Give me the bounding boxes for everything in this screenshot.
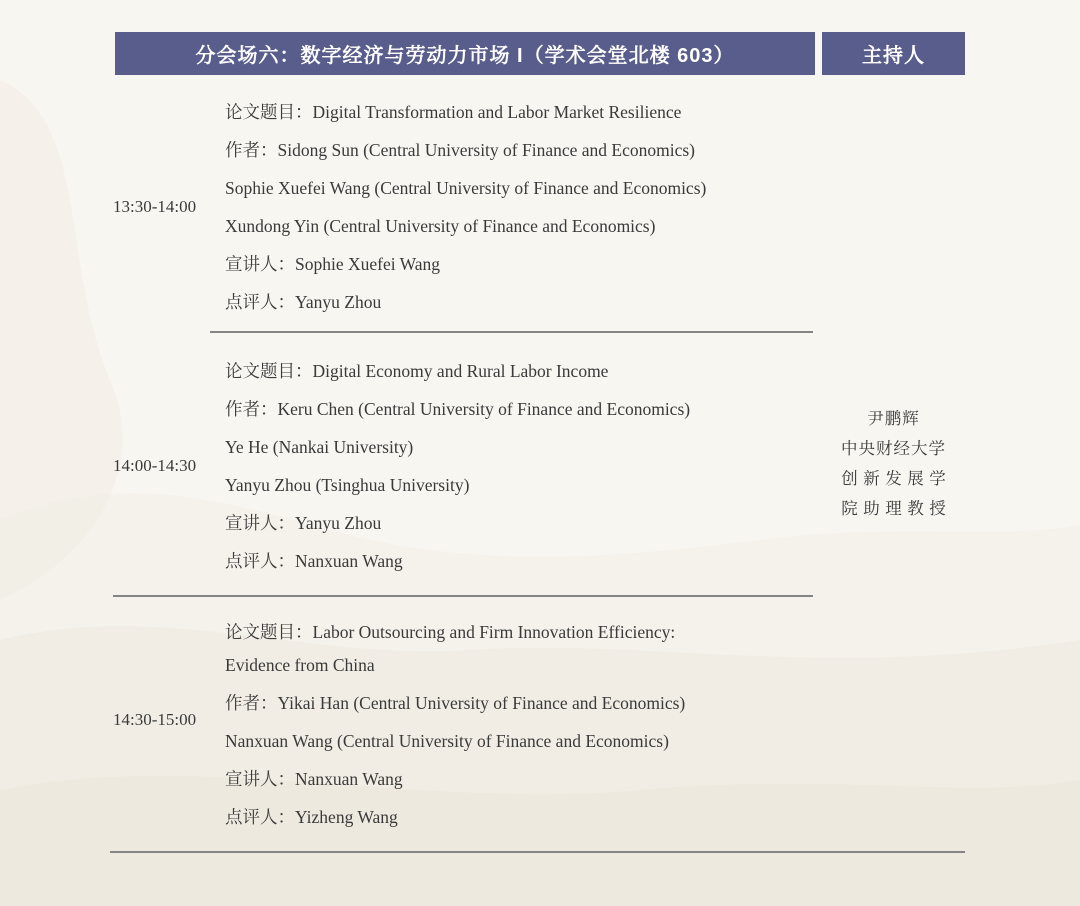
chair-affiliation-line: 创新发展学 bbox=[841, 469, 952, 488]
presenter-line: 宣讲人：Yanyu Zhou bbox=[225, 513, 382, 533]
chair-affiliation-line: 院助理教授 bbox=[841, 499, 952, 518]
paper-title-continuation-line: Evidence from China bbox=[225, 655, 375, 675]
author-continuation-line: Nanxuan Wang (Central University of Finance and Economics) bbox=[225, 731, 669, 751]
time-label-session-2: 14:00-14:30 bbox=[113, 456, 197, 475]
time-label-session-1: 13:30-14:00 bbox=[113, 197, 197, 216]
chair-column-label: 主持人 bbox=[862, 45, 925, 67]
discussant-line: 点评人：Yanyu Zhou bbox=[225, 292, 382, 312]
session-title: 分会场六：数字经济与劳动力市场 I（学术会堂北楼 603） bbox=[195, 45, 735, 67]
table-bottom-divider bbox=[110, 851, 965, 853]
author-continuation-line: Ye He (Nankai University) bbox=[225, 437, 414, 457]
discussant-line: 点评人：Yizheng Wang bbox=[225, 807, 398, 827]
author-continuation-line: Sophie Xuefei Wang (Central University of Finance and Economics) bbox=[225, 178, 707, 198]
author-continuation-line: Yanyu Zhou (Tsinghua University) bbox=[225, 475, 470, 495]
authors-line: 作者：Sidong Sun (Central University of Finance and Economics) bbox=[225, 140, 695, 160]
paper-title-line: 论文题目：Digital Transformation and Labor Market Resilience bbox=[225, 102, 682, 122]
session-header-bar bbox=[115, 32, 815, 75]
session-block-2 bbox=[225, 359, 825, 587]
presenter-line: 宣讲人：Nanxuan Wang bbox=[225, 769, 403, 789]
author-continuation-line: Xundong Yin (Central University of Finance and Economics) bbox=[225, 216, 656, 236]
chair-name: 尹鹏辉 bbox=[867, 409, 920, 428]
time-label-session-3: 14:30-15:00 bbox=[113, 710, 197, 729]
paper-title-line: 论文题目：Digital Economy and Rural Labor Income bbox=[225, 361, 609, 381]
presenter-line: 宣讲人：Sophie Xuefei Wang bbox=[225, 254, 441, 274]
authors-line: 作者：Yikai Han (Central University of Finance and Economics) bbox=[225, 693, 686, 713]
paper-title-line: 论文题目：Labor Outsourcing and Firm Innovation Efficiency: bbox=[225, 622, 676, 642]
session-block-3 bbox=[225, 620, 825, 843]
row-divider bbox=[210, 331, 813, 333]
authors-line: 作者：Keru Chen (Central University of Finance and Economics) bbox=[225, 399, 691, 419]
session-block-1 bbox=[225, 100, 825, 328]
chair-column-header bbox=[822, 32, 965, 75]
chair-affiliation-line: 中央财经大学 bbox=[841, 439, 946, 458]
row-divider bbox=[113, 595, 813, 597]
chair-info bbox=[822, 407, 965, 527]
discussant-line: 点评人：Nanxuan Wang bbox=[225, 551, 403, 571]
